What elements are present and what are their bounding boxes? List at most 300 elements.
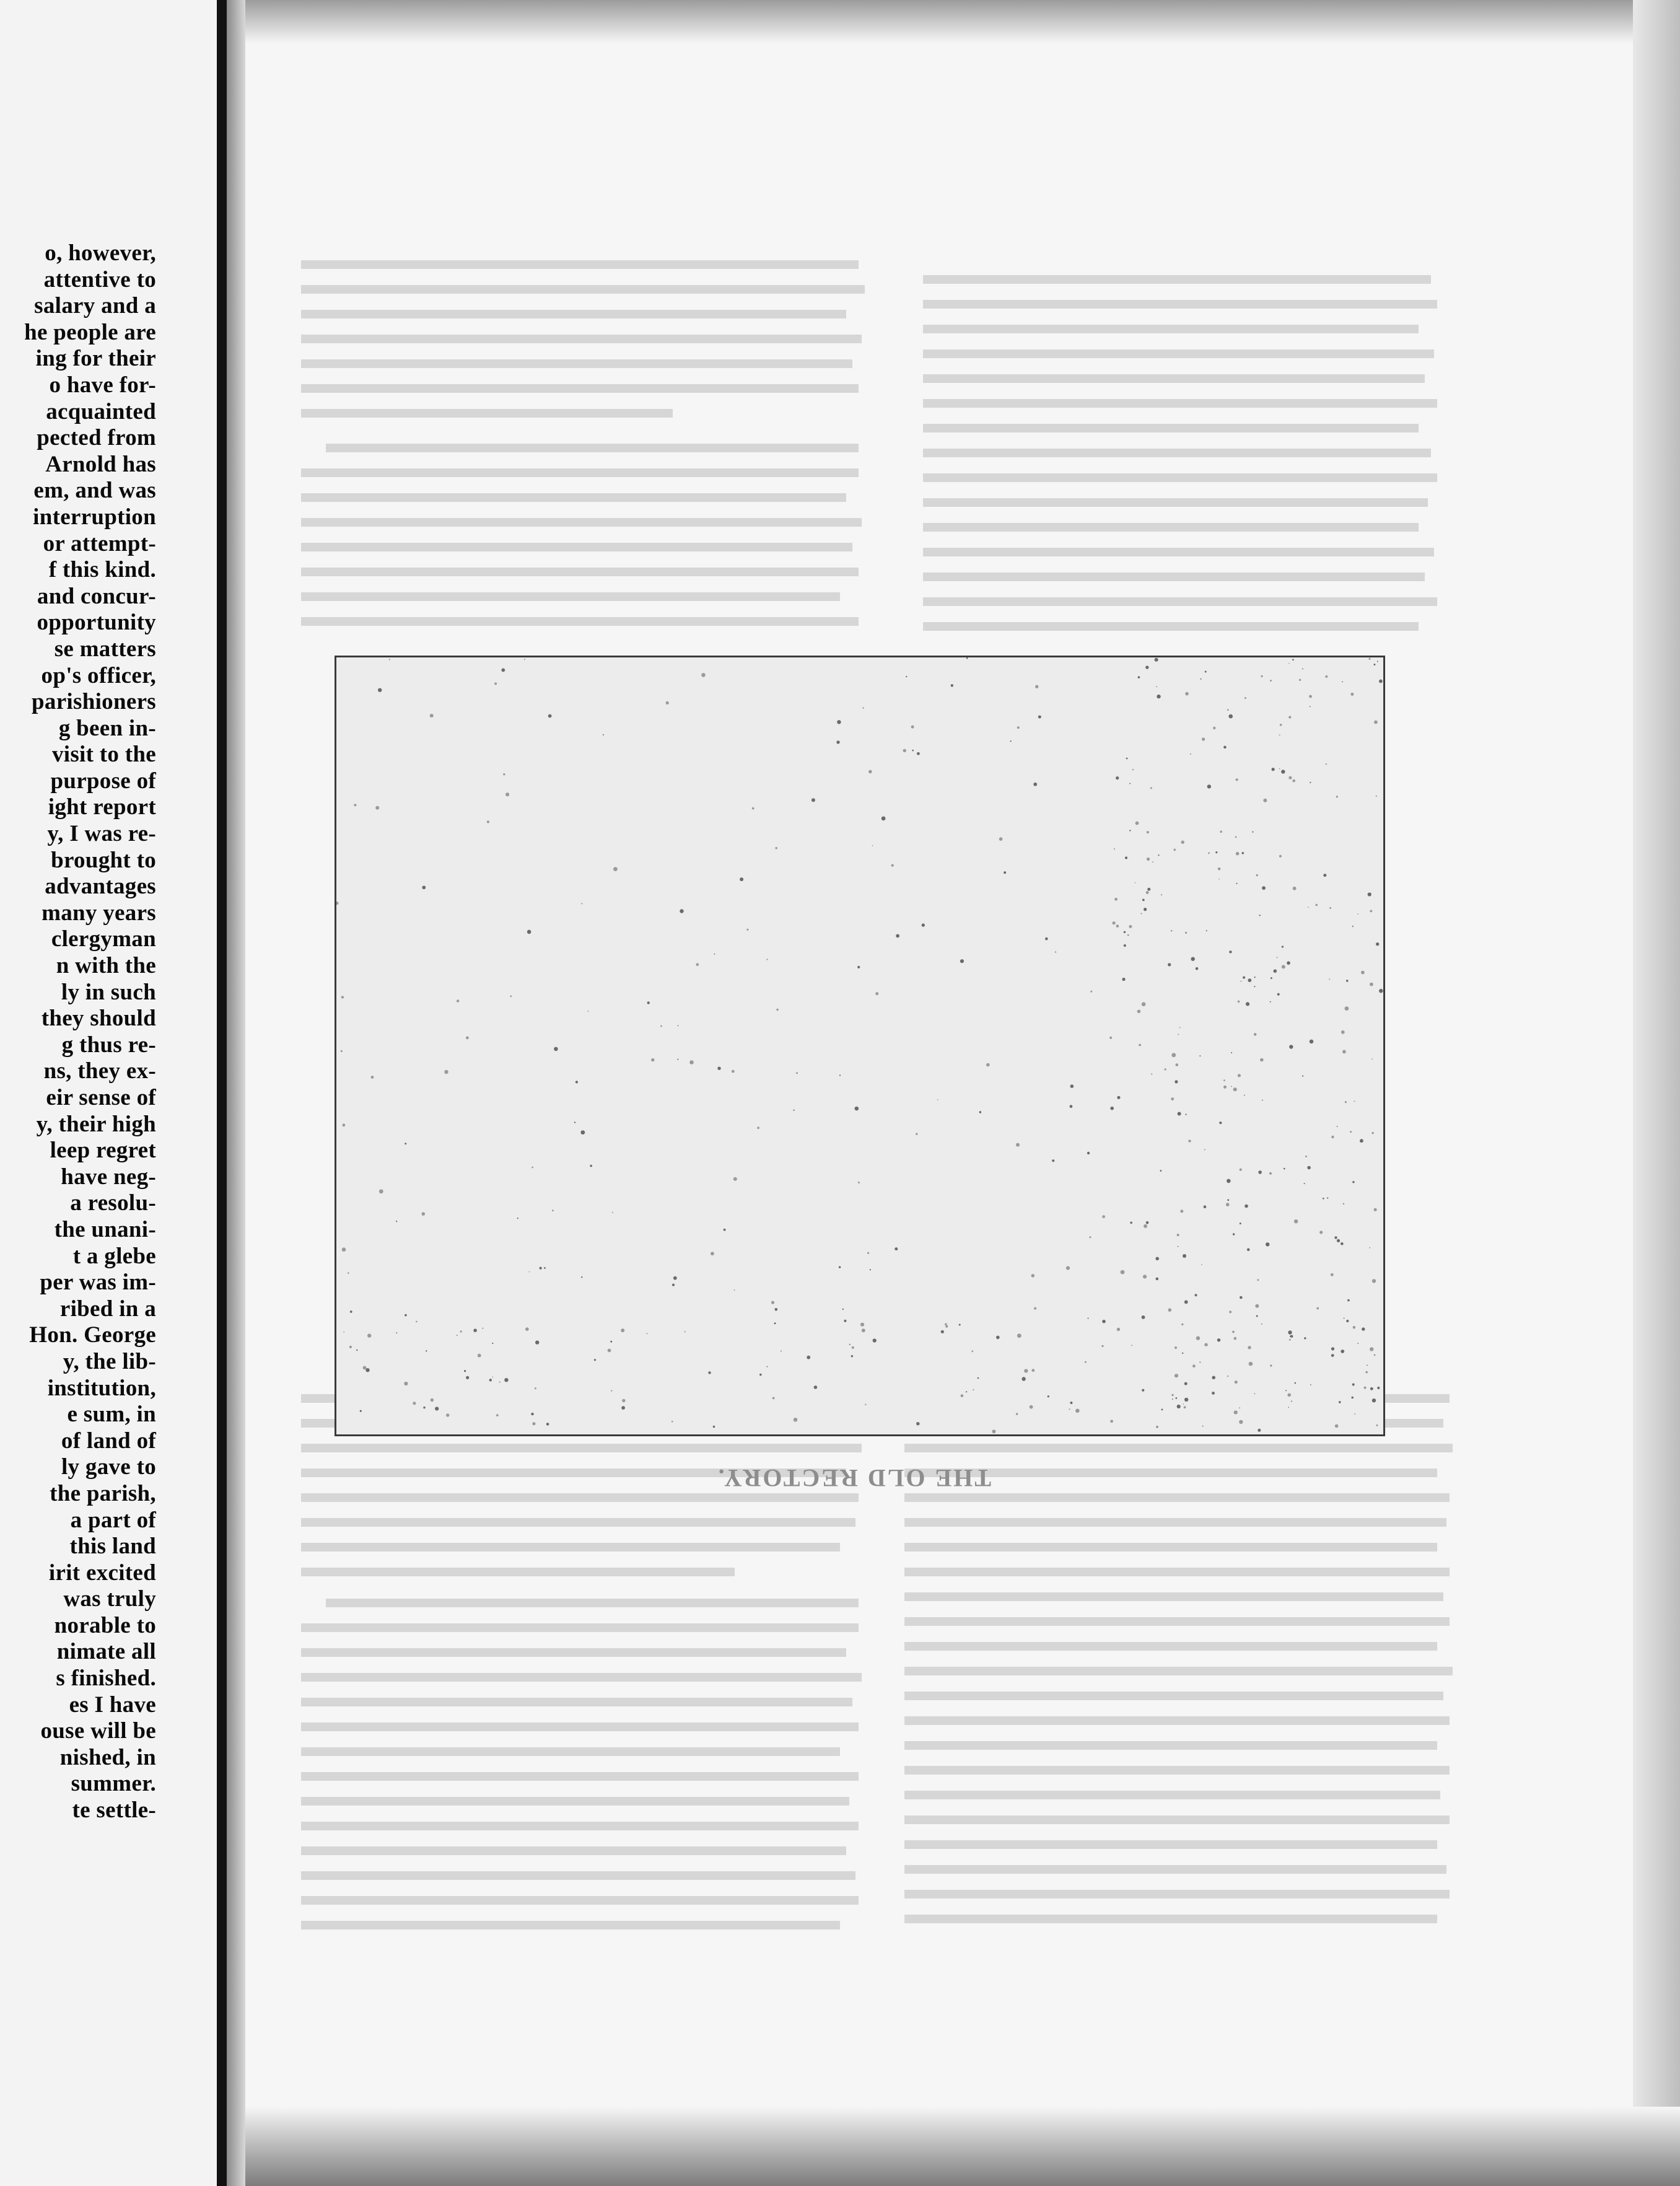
speck (1346, 980, 1349, 982)
speck (1022, 1377, 1025, 1381)
speck (1165, 1068, 1166, 1070)
speck (1302, 668, 1303, 669)
speck (1218, 867, 1221, 871)
speck (1171, 930, 1173, 932)
speck (1052, 1159, 1054, 1162)
speck (531, 1413, 533, 1415)
speck (973, 1389, 974, 1390)
speck (1235, 1381, 1238, 1384)
speck (865, 1404, 866, 1405)
speck (1184, 1398, 1188, 1402)
speck (937, 1099, 938, 1100)
speck (1235, 836, 1237, 838)
speck (1353, 1326, 1356, 1329)
speck (466, 1037, 469, 1040)
speck (1261, 1323, 1262, 1325)
left-text-line: f this kind. (48, 557, 156, 583)
speck (574, 1122, 575, 1123)
speck (1229, 950, 1232, 953)
speck (492, 1343, 493, 1344)
speck (1277, 957, 1278, 958)
left-text-line: y, the lib- (63, 1348, 156, 1374)
speck (375, 806, 379, 810)
speck (1141, 913, 1142, 914)
speck (1152, 861, 1153, 863)
speck (1090, 991, 1092, 993)
speck (1360, 1139, 1363, 1143)
speck (752, 807, 755, 810)
speck (603, 734, 604, 735)
speck (1336, 796, 1338, 797)
speck (1157, 695, 1160, 698)
speck (404, 1382, 408, 1385)
speck (677, 1025, 678, 1026)
speck (1331, 1136, 1334, 1138)
speck (724, 1229, 726, 1231)
speck (1329, 978, 1330, 980)
speck (1185, 692, 1189, 696)
speck (540, 1267, 542, 1270)
speck (1290, 1335, 1293, 1338)
speck (1293, 887, 1297, 890)
speck (1370, 1347, 1373, 1351)
speck (1175, 1346, 1177, 1349)
speck (1219, 1122, 1222, 1124)
speck (1030, 1405, 1033, 1409)
speck (1354, 1100, 1355, 1102)
speck (1377, 661, 1378, 662)
speck (1331, 1273, 1334, 1276)
speck (1262, 886, 1266, 890)
speck (430, 714, 434, 718)
speck (505, 792, 509, 796)
speck (1282, 946, 1284, 947)
speck (1147, 831, 1149, 833)
speck (1299, 679, 1301, 681)
speck (1374, 721, 1378, 724)
speck (1127, 934, 1129, 936)
speck (378, 688, 382, 692)
left-text-line: op's officer, (41, 662, 156, 688)
speck (416, 1321, 418, 1323)
speck (466, 1376, 469, 1379)
speck (1344, 1317, 1345, 1319)
speck (996, 1336, 1000, 1340)
speck (1291, 1400, 1292, 1402)
speck (1188, 1139, 1191, 1142)
speck (1158, 854, 1159, 856)
speck (1088, 1318, 1089, 1319)
speck (1319, 1231, 1323, 1234)
speck (1365, 1371, 1368, 1374)
speck (961, 1394, 964, 1397)
speck (360, 1410, 362, 1412)
speck (1362, 1327, 1365, 1330)
speck (1347, 1299, 1350, 1302)
speck (365, 1368, 369, 1372)
speck (774, 1322, 776, 1324)
speck (1215, 851, 1217, 853)
left-text-line: summer. (71, 1771, 156, 1797)
speck (1223, 1086, 1227, 1089)
speck (1186, 1114, 1187, 1115)
speck (1231, 1052, 1232, 1053)
left-page-text-column (0, 240, 156, 1824)
speck (1240, 1169, 1242, 1171)
left-text-line: y, I was re- (47, 821, 156, 847)
speck (1259, 915, 1261, 916)
speck (1171, 1394, 1173, 1396)
speck (478, 1354, 481, 1358)
speck (1374, 1208, 1377, 1211)
faded-text-texture (301, 258, 871, 654)
speck (922, 923, 925, 926)
speck (966, 657, 968, 659)
speck (1178, 1034, 1179, 1035)
speck (1144, 1225, 1146, 1227)
speck (1254, 1393, 1255, 1394)
speck (1279, 734, 1280, 735)
speck (1310, 1384, 1311, 1385)
speck (1247, 1249, 1250, 1252)
speck (759, 1374, 762, 1376)
speck (740, 877, 743, 881)
speck (1308, 906, 1309, 908)
speck (1184, 1300, 1188, 1304)
speck (917, 752, 920, 755)
speck (1304, 1183, 1305, 1184)
speck (1184, 1382, 1188, 1385)
speck (1114, 848, 1115, 849)
speck (1212, 1392, 1215, 1395)
speck (1232, 1331, 1235, 1333)
speck (1181, 841, 1184, 844)
speck (396, 1332, 397, 1333)
speck (1368, 892, 1372, 896)
speck (1282, 965, 1285, 968)
speck (554, 1047, 558, 1051)
speck (1288, 776, 1292, 779)
faded-text-block (923, 273, 1450, 657)
speck (1213, 727, 1215, 729)
speck (1004, 871, 1006, 874)
speck (1310, 706, 1311, 708)
speck (713, 1426, 715, 1428)
speck (868, 770, 872, 774)
speck (1144, 908, 1147, 911)
speck (1146, 1221, 1149, 1224)
speck (1117, 1328, 1120, 1331)
speck (851, 1355, 853, 1357)
left-text-line: have neg- (61, 1164, 156, 1190)
speck (343, 1332, 344, 1333)
speck (1245, 1205, 1248, 1208)
speck (1295, 1382, 1297, 1384)
left-text-line: a part of (70, 1507, 156, 1533)
speck (1379, 989, 1383, 993)
speck (945, 1325, 948, 1328)
speck (1089, 1236, 1091, 1238)
left-text-line: opportunity (37, 610, 156, 636)
speck (677, 1059, 678, 1060)
page-right-edge (1633, 0, 1680, 2186)
speck (422, 885, 426, 889)
speck (891, 864, 894, 867)
speck (1240, 1296, 1243, 1299)
speck (496, 1414, 499, 1416)
speck (772, 1397, 775, 1400)
speck (1327, 1197, 1328, 1198)
speck (1260, 1058, 1264, 1062)
speck (1070, 1084, 1074, 1088)
speck (1033, 783, 1037, 786)
speck (499, 1382, 501, 1383)
left-text-line: ing for their (35, 346, 156, 372)
speck (1070, 1402, 1072, 1404)
old-rectory-illustration (335, 656, 1385, 1436)
left-text-line: nished, in (59, 1744, 156, 1770)
speck (1379, 680, 1383, 683)
speck (867, 1252, 869, 1254)
speck (1102, 1320, 1106, 1323)
left-text-line: s finished. (56, 1666, 156, 1692)
speck (959, 1324, 961, 1326)
left-text-line: y, their high (36, 1111, 156, 1137)
speck (348, 1272, 349, 1274)
left-text-line: ouse will be (40, 1718, 156, 1744)
speck (1130, 1222, 1132, 1224)
speck (1272, 768, 1275, 771)
speck (423, 1407, 425, 1408)
left-text-line: ribed in a (59, 1296, 156, 1322)
speck (1343, 1203, 1345, 1205)
speck (1239, 1420, 1243, 1424)
speck (1151, 1073, 1152, 1074)
speck (651, 1058, 654, 1061)
left-text-line: Arnold has (45, 451, 156, 477)
speck (371, 1076, 374, 1079)
speck (685, 1331, 686, 1332)
speck (689, 1060, 694, 1064)
speck (1342, 681, 1343, 682)
speck (1223, 1079, 1225, 1081)
speck (1202, 737, 1205, 740)
speck (431, 1398, 434, 1402)
speck (1124, 931, 1126, 933)
speck (405, 1314, 407, 1317)
speck (1372, 1058, 1373, 1060)
speck (1204, 1149, 1205, 1150)
speck (503, 773, 505, 775)
speck (1262, 1100, 1263, 1101)
speck (1351, 1397, 1354, 1399)
speck (1173, 849, 1176, 851)
speck (903, 749, 906, 752)
speck (1376, 1424, 1378, 1426)
speck (837, 720, 841, 724)
speck (1258, 1170, 1262, 1174)
speck (1142, 899, 1145, 902)
speck (464, 1370, 466, 1372)
speck (1361, 971, 1365, 975)
speck (1367, 1365, 1368, 1366)
speck (986, 1063, 990, 1067)
speck (1204, 1343, 1207, 1346)
speck (1129, 925, 1132, 928)
speck (1241, 981, 1242, 982)
speck (1116, 924, 1119, 928)
speck (435, 1407, 439, 1410)
speck (1031, 1369, 1035, 1372)
left-text-line: clergyman (51, 926, 156, 952)
speck (1190, 753, 1191, 755)
speck (544, 1267, 546, 1269)
speck (494, 682, 497, 685)
speck (1269, 1172, 1272, 1175)
speck (862, 707, 864, 708)
speck (1155, 658, 1158, 662)
speck (1205, 671, 1207, 673)
speck (1352, 1181, 1354, 1183)
speck (1172, 1398, 1173, 1400)
speck (1150, 787, 1152, 789)
speck (1220, 831, 1222, 833)
speck (1116, 776, 1119, 779)
speck (1101, 1345, 1103, 1347)
speck (611, 1390, 612, 1391)
speck (1236, 778, 1238, 781)
speck (836, 740, 839, 744)
left-text-line: se matters (54, 636, 156, 662)
speck (1292, 779, 1295, 783)
speck (1304, 1337, 1306, 1339)
speck (1117, 1096, 1120, 1099)
speck (1345, 1006, 1349, 1011)
speck (1156, 1278, 1159, 1281)
speck (1357, 1343, 1358, 1344)
speck (1287, 961, 1290, 965)
speck (1302, 1076, 1303, 1077)
speck (1352, 1384, 1355, 1386)
speck (1114, 898, 1118, 901)
speck (580, 1130, 585, 1135)
speck (405, 1143, 406, 1144)
speck (1374, 1354, 1376, 1356)
speck (1236, 852, 1240, 856)
speck (660, 1025, 662, 1027)
speck (1160, 1170, 1162, 1172)
speck (1316, 1307, 1319, 1310)
left-text-line: ly in such (61, 979, 156, 1005)
speck (363, 1366, 367, 1370)
speck (714, 954, 715, 955)
speck (1185, 932, 1187, 934)
speck (1325, 675, 1328, 678)
speck (1354, 1413, 1355, 1415)
speck (775, 1308, 778, 1311)
speck (1175, 1080, 1178, 1083)
speck (1233, 1233, 1235, 1235)
speck (1201, 1264, 1202, 1265)
speck (546, 1423, 549, 1426)
speck (979, 1111, 982, 1113)
speck (912, 750, 914, 752)
speck (1168, 1308, 1172, 1312)
speck (1256, 1315, 1258, 1317)
speck (1342, 1050, 1346, 1054)
speck (1281, 770, 1285, 773)
speck (992, 1429, 995, 1433)
left-text-line: a resolu- (70, 1190, 156, 1216)
speck (342, 1247, 346, 1252)
speck (882, 817, 886, 821)
speck (807, 1356, 810, 1359)
speck (1085, 1361, 1087, 1363)
speck (1373, 664, 1375, 665)
left-text-line: Hon. George (29, 1322, 156, 1348)
speck (895, 1247, 898, 1250)
speck (1206, 930, 1207, 931)
speck (849, 1344, 851, 1345)
speck (1334, 1236, 1337, 1239)
speck (746, 929, 748, 931)
speck (1227, 1199, 1229, 1201)
speck (1350, 693, 1354, 696)
speck (1182, 1353, 1183, 1354)
speck (613, 867, 618, 871)
speck (487, 820, 489, 823)
speck (349, 1346, 352, 1348)
speck (1207, 784, 1211, 788)
left-text-line: the parish, (50, 1480, 156, 1506)
speck (1246, 1002, 1249, 1006)
speck (911, 726, 914, 729)
speck (492, 1377, 493, 1378)
speck (1309, 695, 1312, 698)
speck (1288, 663, 1290, 664)
speck (1243, 977, 1245, 979)
speck (842, 1309, 844, 1310)
speck (1234, 1337, 1237, 1340)
speck (1368, 658, 1370, 660)
speck (999, 837, 1003, 841)
speck (1346, 1320, 1349, 1322)
speck (1175, 1374, 1178, 1377)
speck (776, 1009, 779, 1011)
speck (1038, 716, 1041, 719)
speck (951, 684, 953, 687)
speck (1048, 1395, 1049, 1397)
left-text-line: g been in- (58, 715, 156, 741)
speck (1016, 1143, 1020, 1147)
speck (1252, 832, 1253, 833)
speck (1142, 1002, 1146, 1006)
speck (548, 714, 552, 718)
speck (1236, 883, 1237, 884)
speck (1131, 1345, 1132, 1346)
speck (1129, 783, 1131, 784)
speck (581, 1276, 582, 1278)
speck (1323, 874, 1326, 877)
gutter-binding (217, 0, 227, 2186)
speck (896, 934, 899, 938)
speck (775, 847, 777, 849)
speck (916, 1133, 917, 1135)
speck (1239, 1407, 1240, 1408)
speck (1145, 665, 1148, 669)
speck (1110, 1420, 1113, 1423)
speck (1284, 1168, 1285, 1170)
